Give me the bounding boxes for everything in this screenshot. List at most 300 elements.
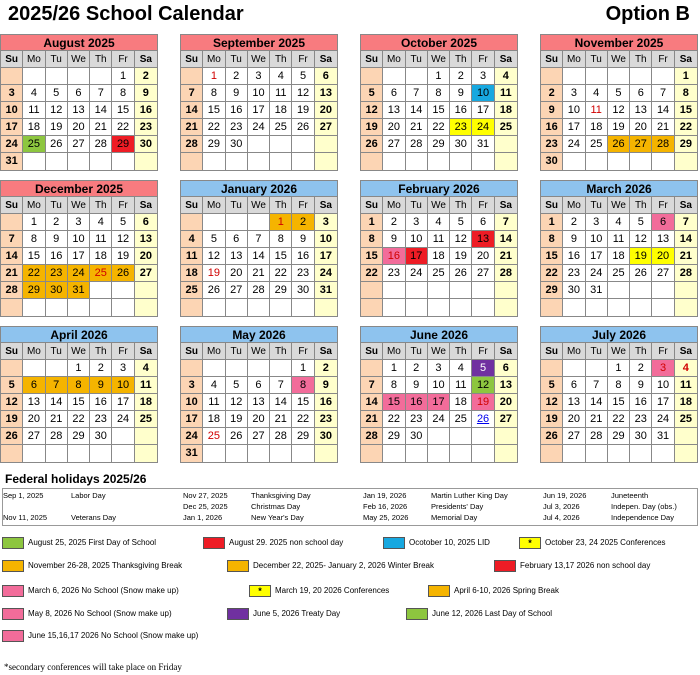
day-cell: 13 (495, 377, 517, 394)
day-cell: 2 (541, 85, 563, 102)
day-cell: 16 (563, 248, 585, 265)
weekday-header: We (428, 197, 450, 214)
weekday-header: Sa (675, 343, 697, 360)
day-cell: 30 (541, 153, 563, 170)
day-cell: 20 (652, 248, 674, 265)
holiday-date: Jan 19, 2026 (363, 491, 407, 500)
day-cell (675, 282, 697, 299)
day-cell: 3 (652, 360, 674, 377)
weekday-header: Tu (46, 51, 68, 68)
day-cell: 29 (383, 428, 405, 445)
day-cell: 14 (248, 248, 270, 265)
day-cell (270, 299, 292, 316)
day-cell: 31 (652, 428, 674, 445)
weekday-header: Mo (563, 343, 585, 360)
day-cell: 14 (90, 102, 112, 119)
day-cell: 17 (586, 248, 608, 265)
weekday-header: Th (90, 51, 112, 68)
day-cell: 26 (472, 411, 494, 428)
day-cell: 5 (226, 377, 248, 394)
day-cell: 17 (68, 248, 90, 265)
day-cell: 1 (361, 214, 383, 231)
day-cell: 14 (675, 231, 697, 248)
day-cell (135, 282, 157, 299)
day-cell: 27 (248, 428, 270, 445)
day-cell: 11 (23, 102, 45, 119)
day-cell: 4 (428, 214, 450, 231)
month-december-2025 (0, 180, 158, 317)
day-cell: 13 (135, 231, 157, 248)
legend-swatch (203, 537, 225, 549)
day-cell: 23 (383, 265, 405, 282)
day-cell: 13 (23, 394, 45, 411)
day-cell (23, 68, 45, 85)
weekday-header: Tu (586, 197, 608, 214)
day-cell (675, 428, 697, 445)
day-cell: 3 (315, 214, 337, 231)
day-cell: 13 (563, 394, 585, 411)
day-cell: 10 (472, 85, 494, 102)
day-cell (226, 445, 248, 462)
day-cell: 20 (495, 394, 517, 411)
day-cell: 7 (46, 377, 68, 394)
day-cell (248, 136, 270, 153)
day-cell: 29 (541, 282, 563, 299)
day-cell (563, 299, 585, 316)
day-cell: 6 (23, 377, 45, 394)
day-cell (135, 445, 157, 462)
weekday-header: Su (181, 51, 203, 68)
day-cell: 24 (68, 265, 90, 282)
day-cell: 11 (135, 377, 157, 394)
weekday-header: Tu (226, 343, 248, 360)
day-cell: 21 (90, 119, 112, 136)
day-cell: 1 (203, 68, 225, 85)
weekday-header: Th (450, 51, 472, 68)
weekday-header: Sa (315, 197, 337, 214)
day-cell: 13 (383, 102, 405, 119)
day-cell (472, 299, 494, 316)
day-cell: 8 (68, 377, 90, 394)
day-cell: 12 (608, 102, 630, 119)
legend-text: June 5, 2026 Treaty Day (253, 609, 341, 618)
day-cell (630, 68, 652, 85)
day-cell: 9 (383, 231, 405, 248)
day-cell (270, 153, 292, 170)
day-cell: 19 (203, 265, 225, 282)
day-cell: 21 (586, 411, 608, 428)
weekday-header: Tu (46, 343, 68, 360)
day-cell (46, 360, 68, 377)
day-cell: 7 (270, 377, 292, 394)
day-cell: 8 (203, 85, 225, 102)
day-cell: 24 (406, 265, 428, 282)
weekday-header: Fr (112, 197, 134, 214)
day-cell (450, 299, 472, 316)
day-cell (315, 136, 337, 153)
day-cell (46, 445, 68, 462)
day-cell: 14 (586, 394, 608, 411)
day-cell: 8 (361, 231, 383, 248)
weekday-header: Sa (675, 197, 697, 214)
day-cell (383, 153, 405, 170)
day-cell: 31 (586, 282, 608, 299)
weekday-header: We (248, 51, 270, 68)
day-cell: 17 (112, 394, 134, 411)
day-cell (652, 445, 674, 462)
day-cell: 9 (292, 231, 314, 248)
day-cell: 9 (226, 85, 248, 102)
day-cell: 24 (563, 136, 585, 153)
weekday-header: Th (630, 51, 652, 68)
day-cell: 25 (608, 265, 630, 282)
day-cell: 11 (608, 231, 630, 248)
holiday-name: Independence Day (611, 513, 674, 522)
day-cell: 3 (472, 68, 494, 85)
day-cell: 28 (181, 136, 203, 153)
day-cell: 2 (563, 214, 585, 231)
day-cell: 16 (315, 394, 337, 411)
day-cell: 13 (652, 231, 674, 248)
day-cell: 21 (406, 119, 428, 136)
legend-text: April 6-10, 2026 Spring Break (454, 586, 559, 595)
day-cell: 30 (46, 282, 68, 299)
day-cell (472, 282, 494, 299)
day-cell (270, 445, 292, 462)
federal-holidays-table (2, 488, 698, 526)
day-cell: 26 (292, 119, 314, 136)
day-cell: 24 (1, 136, 23, 153)
day-cell: 2 (315, 360, 337, 377)
day-cell: 15 (292, 394, 314, 411)
day-cell: 20 (630, 119, 652, 136)
day-cell: 27 (135, 265, 157, 282)
day-cell (428, 428, 450, 445)
weekday-header: Mo (563, 51, 585, 68)
day-cell: 12 (450, 231, 472, 248)
day-cell: 8 (23, 231, 45, 248)
legend-text: August 29. 2025 non school day (229, 538, 344, 547)
legend-item (2, 629, 198, 643)
weekday-header: Fr (472, 343, 494, 360)
day-cell (1, 360, 23, 377)
day-cell: 11 (586, 102, 608, 119)
day-cell: 28 (90, 136, 112, 153)
day-cell (586, 153, 608, 170)
month-march-2026 (540, 180, 698, 317)
day-cell (1, 299, 23, 316)
weekday-header: Fr (112, 51, 134, 68)
month-november-2025 (540, 34, 698, 171)
holiday-name: Christmas Day (251, 502, 301, 511)
footnote: *secondary conferences will take place on Friday (4, 662, 182, 672)
day-cell: 14 (652, 102, 674, 119)
day-cell (608, 153, 630, 170)
day-cell: 14 (406, 102, 428, 119)
day-cell: 5 (1, 377, 23, 394)
weekday-header: Mo (23, 343, 45, 360)
month-title: November 2025 (541, 35, 697, 51)
day-cell: 16 (406, 394, 428, 411)
month-title: January 2026 (181, 181, 337, 197)
legend-swatch (2, 585, 24, 597)
day-cell (563, 153, 585, 170)
day-cell: 30 (630, 428, 652, 445)
legend-swatch: * (519, 537, 541, 549)
day-cell: 26 (608, 136, 630, 153)
weekday-header: Tu (46, 197, 68, 214)
day-cell (608, 282, 630, 299)
day-cell (68, 68, 90, 85)
day-cell: 30 (135, 136, 157, 153)
legend-item (2, 607, 172, 621)
day-cell: 9 (630, 377, 652, 394)
day-cell: 7 (181, 85, 203, 102)
legend-item (2, 584, 179, 598)
day-cell: 17 (472, 102, 494, 119)
legend-text: May 8, 2026 No School (Snow make up) (28, 609, 172, 618)
day-cell: 6 (630, 85, 652, 102)
day-cell: 4 (181, 231, 203, 248)
weekday-header: Th (630, 343, 652, 360)
weekday-header: Sa (135, 343, 157, 360)
day-cell: 17 (248, 102, 270, 119)
day-cell (406, 299, 428, 316)
legend-swatch (227, 560, 249, 572)
day-cell (383, 445, 405, 462)
day-cell (472, 445, 494, 462)
day-cell (181, 153, 203, 170)
weekday-header: Su (541, 343, 563, 360)
day-cell: 11 (428, 231, 450, 248)
day-cell: 11 (675, 377, 697, 394)
day-cell (248, 299, 270, 316)
day-cell: 5 (46, 85, 68, 102)
day-cell (586, 68, 608, 85)
day-cell: 26 (112, 265, 134, 282)
day-cell: 18 (428, 248, 450, 265)
day-cell: 23 (90, 411, 112, 428)
day-cell: 14 (361, 394, 383, 411)
day-cell: 31 (315, 282, 337, 299)
day-cell (495, 136, 517, 153)
day-cell: 29 (68, 428, 90, 445)
holiday-name: Juneteenth (611, 491, 649, 500)
day-cell: 29 (292, 428, 314, 445)
day-cell: 26 (630, 265, 652, 282)
month-july-2026 (540, 326, 698, 463)
day-cell: 20 (226, 265, 248, 282)
day-cell (495, 153, 517, 170)
day-cell: 22 (292, 411, 314, 428)
day-cell: 13 (315, 85, 337, 102)
day-cell (675, 445, 697, 462)
day-cell: 8 (112, 85, 134, 102)
weekday-header: Mo (203, 197, 225, 214)
day-cell: 3 (406, 214, 428, 231)
day-cell: 21 (361, 411, 383, 428)
month-title: December 2025 (1, 181, 157, 197)
day-cell: 10 (315, 231, 337, 248)
day-cell: 10 (406, 231, 428, 248)
legend-text: March 19, 20 2026 Conferences (275, 586, 390, 595)
day-cell (90, 299, 112, 316)
legend-swatch (227, 608, 249, 620)
day-cell: 31 (472, 136, 494, 153)
holiday-date: Nov 11, 2025 (3, 513, 48, 522)
day-cell (23, 153, 45, 170)
day-cell (90, 282, 112, 299)
weekday-header: We (428, 343, 450, 360)
day-cell (292, 136, 314, 153)
day-cell (495, 299, 517, 316)
day-cell (586, 445, 608, 462)
day-cell: 7 (1, 231, 23, 248)
day-cell (652, 68, 674, 85)
day-cell (1, 445, 23, 462)
day-cell: 4 (90, 214, 112, 231)
day-cell: 17 (181, 411, 203, 428)
day-cell: 11 (495, 85, 517, 102)
legend-swatch (494, 560, 516, 572)
day-cell (135, 153, 157, 170)
day-cell: 3 (563, 85, 585, 102)
day-cell: 24 (181, 428, 203, 445)
day-cell: 22 (203, 119, 225, 136)
day-cell: 15 (383, 394, 405, 411)
day-cell: 21 (675, 248, 697, 265)
day-cell (1, 214, 23, 231)
weekday-header: Sa (495, 51, 517, 68)
day-cell: 5 (630, 214, 652, 231)
day-cell: 20 (315, 102, 337, 119)
holiday-date: Jun 19, 2026 (543, 491, 587, 500)
day-cell (541, 360, 563, 377)
day-cell (1, 68, 23, 85)
day-cell (315, 153, 337, 170)
day-cell: 21 (46, 411, 68, 428)
day-cell: 16 (226, 102, 248, 119)
weekday-header: Su (181, 197, 203, 214)
day-cell: 23 (450, 119, 472, 136)
day-cell: 16 (450, 102, 472, 119)
legend-text: March 6, 2026 No School (Snow make up) (28, 586, 179, 595)
month-august-2025 (0, 34, 158, 171)
day-cell: 19 (361, 119, 383, 136)
day-cell: 8 (292, 377, 314, 394)
day-cell: 27 (383, 136, 405, 153)
day-cell: 13 (630, 102, 652, 119)
weekday-header: Sa (675, 51, 697, 68)
weekday-header: Mo (23, 197, 45, 214)
day-cell: 23 (315, 411, 337, 428)
day-cell: 17 (428, 394, 450, 411)
day-cell: 5 (292, 68, 314, 85)
weekday-header: Fr (292, 51, 314, 68)
day-cell: 7 (675, 214, 697, 231)
day-cell: 14 (181, 102, 203, 119)
day-cell (428, 445, 450, 462)
weekday-header: Fr (472, 51, 494, 68)
weekday-header: Th (630, 197, 652, 214)
day-cell: 12 (292, 85, 314, 102)
option-label: Option B (605, 3, 690, 25)
month-april-2026 (0, 326, 158, 463)
weekday-header: We (248, 197, 270, 214)
day-cell: 28 (675, 265, 697, 282)
day-cell (361, 153, 383, 170)
weekday-header: Mo (203, 343, 225, 360)
weekday-header: Su (361, 197, 383, 214)
weekday-header: We (608, 51, 630, 68)
day-cell: 31 (68, 282, 90, 299)
day-cell (248, 360, 270, 377)
day-cell: 27 (68, 136, 90, 153)
day-cell: 18 (586, 119, 608, 136)
day-cell: 1 (675, 68, 697, 85)
day-cell: 1 (23, 214, 45, 231)
day-cell (315, 445, 337, 462)
day-cell: 3 (428, 360, 450, 377)
day-cell: 5 (112, 214, 134, 231)
day-cell: 6 (226, 231, 248, 248)
day-cell: 4 (450, 360, 472, 377)
day-cell (361, 445, 383, 462)
day-cell: 24 (586, 265, 608, 282)
legend-swatch (2, 560, 24, 572)
day-cell (495, 282, 517, 299)
day-cell: 3 (68, 214, 90, 231)
day-cell: 11 (450, 377, 472, 394)
legend-item (2, 536, 156, 550)
weekday-header: Tu (406, 343, 428, 360)
day-cell: 29 (608, 428, 630, 445)
weekday-header: Mo (563, 197, 585, 214)
day-cell: 24 (472, 119, 494, 136)
day-cell: 20 (135, 248, 157, 265)
day-cell (292, 445, 314, 462)
day-cell (630, 153, 652, 170)
weekday-header: Su (541, 51, 563, 68)
day-cell: 14 (270, 394, 292, 411)
day-cell: 3 (112, 360, 134, 377)
day-cell: 19 (630, 248, 652, 265)
day-cell: 22 (361, 265, 383, 282)
day-cell: 22 (23, 265, 45, 282)
day-cell: 3 (181, 377, 203, 394)
month-june-2026 (360, 326, 518, 463)
day-cell: 4 (608, 214, 630, 231)
day-cell: 23 (541, 136, 563, 153)
day-cell (270, 136, 292, 153)
weekday-header: Fr (652, 197, 674, 214)
day-cell: 2 (135, 68, 157, 85)
day-cell (203, 153, 225, 170)
day-cell: 26 (450, 265, 472, 282)
day-cell (226, 153, 248, 170)
weekday-header: We (68, 51, 90, 68)
day-cell: 15 (23, 248, 45, 265)
weekday-header: Sa (495, 343, 517, 360)
day-cell (181, 214, 203, 231)
day-cell: 25 (495, 119, 517, 136)
legend-item (2, 559, 182, 573)
legend-text: Ocotober 10, 2025 LID (409, 538, 490, 547)
day-cell (292, 299, 314, 316)
day-cell: 20 (68, 119, 90, 136)
weekday-header: Th (450, 343, 472, 360)
legend-text: November 26-28, 2025 Thanksgiving Break (28, 561, 183, 570)
